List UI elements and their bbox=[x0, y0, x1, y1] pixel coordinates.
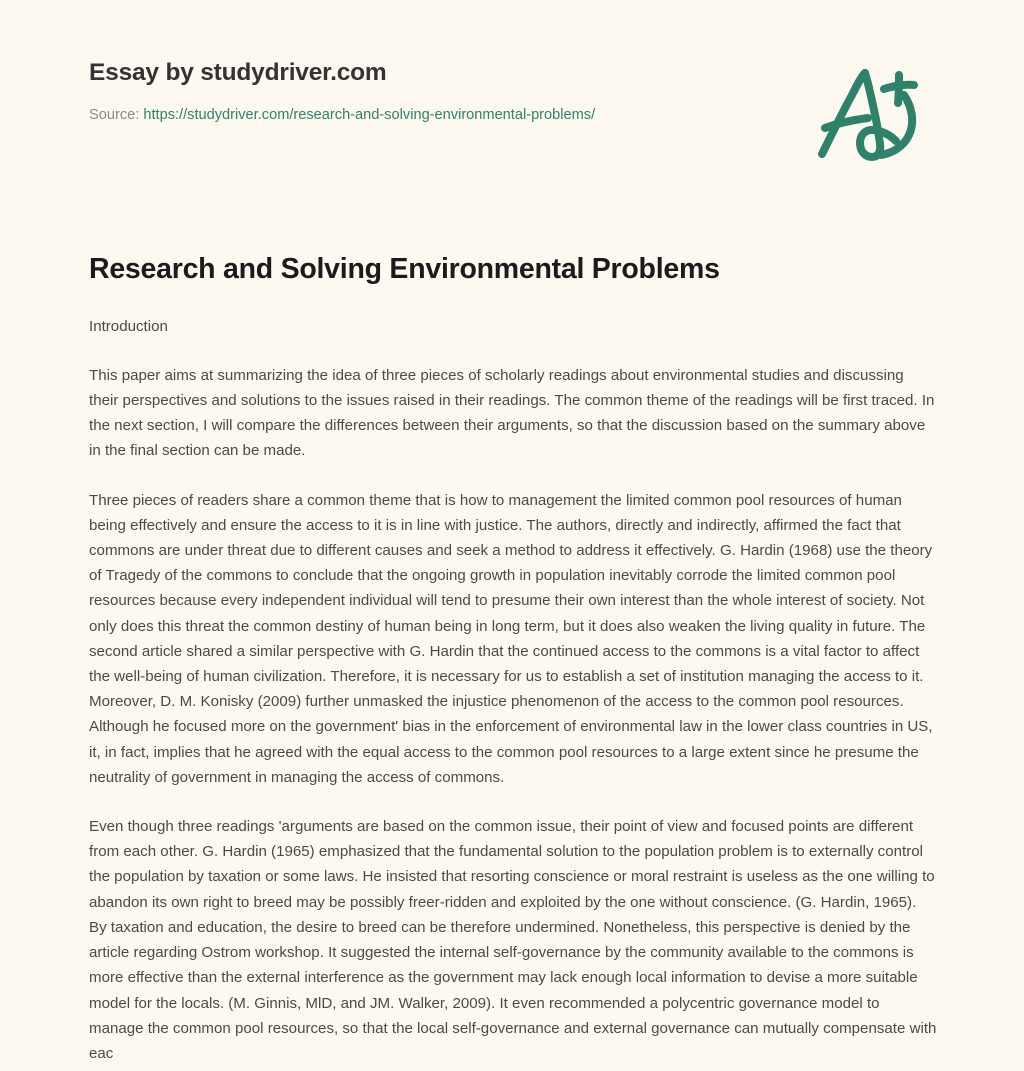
header-text-block bbox=[89, 58, 729, 125]
source-line bbox=[89, 106, 729, 125]
paragraph-2: Three pieces of readers share a common theme that is how to management the limited common pool resources of human being effectively and ensure the access to it is in line with justice. The authors, directly and indirectly, affirmed the fact that commons are under threat due to different causes and seek a method to address it effectively. G. Hardin (1968) use the theory of Tragedy of the commons to conclude that the ongoing growth in population inevitably corrode the limited common pool resources because every independent individual will tend to presume their own interest than the whole interest of society. Not only does this threat the common destiny of human being in long term, but it does also weaken the living quality in future. The second article shared a similar perspective with G. Hardin that the continued access to the commons is a vital factor to affect the well-being of human civilization. Therefore, it is necessary for us to establish a set of institution managing the access to it. Moreover, D. M. Konisky (2009) further unmasked the injustice phenomenon of the access to the common pool resources. Although he focused more on the government' bias in the enforcement of environmental law in the lower class countries in US, it, in fact, implies that he agreed with the equal access to the common pool resources to a large extent since he presume the neutrality of government in managing the access of commons. bbox=[89, 491, 933, 786]
article-body bbox=[89, 314, 937, 1066]
paragraph-3: Even though three readings 'arguments are based on the common issue, their point of view and focused points are different from each other. G. Hardin (1965) emphasized that the fundamental solution to the population problem is to externally control the population by taxation or some laws. He insisted that resorting conscience or moral restraint is useless as the one willing to abandon its own right to breed may be possibly freer-ridden and exploited by the one without conscience. (G. Hardin, 1965). By taxation and education, the desire to breed can be therefore undermined. Nonetheless, this perspective is denied by the article regarding Ostrom workshop. It suggested the internal self-governance by the community available to the commons is more effective than the external interference as the government may lack enough local information to devise a more suitable model for the locals. (M. Ginnis, MlD, and JM. Walker, 2009). It even recommended a polycentric governance model to manage the common pool resources, so that the local self-governance and external governance can mutually compensate with eac bbox=[89, 818, 937, 1062]
page-title: Research and Solving Environmental Problems bbox=[89, 253, 720, 285]
a-plus-logo-icon bbox=[808, 62, 932, 167]
source-url-link[interactable]: https://studydriver.com/research-and-solving-environmental-problems/ bbox=[143, 107, 596, 124]
brand-title: Essay by studydriver.com bbox=[89, 59, 387, 86]
paragraph-intro-heading: Introduction bbox=[89, 317, 168, 335]
article-container bbox=[89, 252, 937, 1066]
paragraph-1: This paper aims at summarizing the idea of three pieces of scholarly readings about environmental studies and discussing their perspectives and solutions to the issues raised in their readings. The common theme of the readings will be first traced. In the next section, I will compare the differences between their arguments, so that the discussion based on the summary above in the final section can be made. bbox=[89, 366, 935, 460]
source-label: Source: bbox=[89, 107, 140, 124]
page-header bbox=[0, 0, 1024, 200]
